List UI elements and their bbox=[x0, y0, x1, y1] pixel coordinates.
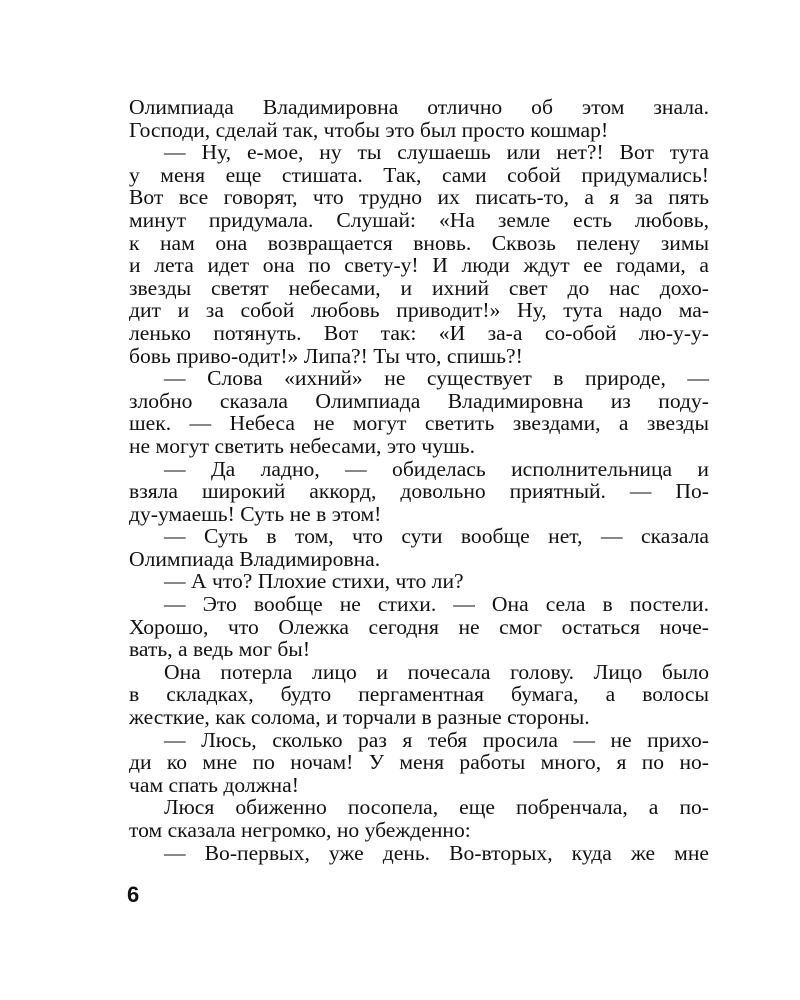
page-number: 6 bbox=[127, 882, 140, 907]
text-line: и лета идет она по свету-у! И люди ждут ее годами, а bbox=[129, 253, 709, 278]
text-line: Вот все говорят, что трудно их писать-то, а я за пять bbox=[129, 185, 709, 210]
text-line: том сказала негромко, но убежденно: bbox=[129, 818, 471, 842]
text-line: у меня еще стишата. Так, сами собой придумались! bbox=[129, 162, 709, 187]
text-line: минут придумала. Слушай: «На земле есть любовь, bbox=[129, 207, 709, 232]
text-line: — Во-первых, уже день. Во-вторых, куда же мне bbox=[164, 840, 709, 865]
text-line: ленько потянуть. Вот так: «И за-а со-обой лю-у-у- bbox=[129, 320, 709, 345]
text-line: не могут светить небесами, это чушь. bbox=[129, 433, 475, 458]
text-line: — А что? Плохие стихи, что ли? bbox=[164, 569, 464, 594]
text-line: жесткие, как солома, и торчали в разные стороны. bbox=[129, 705, 590, 730]
text-line: Она потерла лицо и почесала голову. Лицо было bbox=[164, 659, 709, 684]
text-line: чам спать должна! bbox=[129, 772, 299, 797]
text-line: вать, а ведь мог бы! bbox=[129, 637, 311, 662]
text-line: ду-умаешь! Суть не в этом! bbox=[129, 501, 382, 526]
text-line: Господи, сделай так, чтобы это был просто кошмар! bbox=[129, 117, 609, 142]
text-line: бовь приво-одит!» Липа?! Ты что, спишь?! bbox=[129, 343, 523, 368]
text-line: в складках, будто пергаментная бумага, а волосы bbox=[129, 682, 709, 707]
text-line: Люся обиженно посопела, еще побренчала, а по- bbox=[164, 795, 709, 820]
text-line: ди ко мне по ночам! У меня работы много, я по но- bbox=[129, 750, 709, 775]
text-line: — Слова «ихний» не существует в природе, — bbox=[164, 366, 709, 391]
text-line: — Люсь, сколько раз я тебя просила — не прихо- bbox=[164, 727, 709, 752]
text-line: Олимпиада Владимировна отлично об этом знала. bbox=[129, 95, 709, 119]
text-line: — Да ладно, — обиделась исполнительница и bbox=[164, 456, 709, 481]
text-line: взяла широкий аккорд, довольно приятный. — По- bbox=[129, 479, 709, 504]
text-line: — Это вообще не стихи. — Она села в постели. bbox=[164, 592, 709, 617]
text-line: Хорошо, что Олежка сегодня не смог остаться ноче- bbox=[129, 614, 709, 639]
text-line: — Ну, е-мое, ну ты слушаешь или нет?! Вот тута bbox=[164, 140, 709, 165]
text-line: — Суть в том, что сути вообще нет, — сказала bbox=[164, 524, 709, 549]
text-line: Олимпиада Владимировна. bbox=[129, 546, 381, 571]
text-line: звезды светят небесами, и ихний свет до нас дохо- bbox=[129, 275, 709, 300]
text-line: к нам она возвращается вновь. Сквозь пелену зимы bbox=[129, 230, 709, 255]
text-line: дит и за собой любовь приводит!» Ну, тута надо ма- bbox=[129, 298, 709, 323]
text-line: злобно сказала Олимпиада Владимировна из поду- bbox=[129, 388, 709, 413]
body-text bbox=[129, 96, 709, 864]
text-line: шек. — Небеса не могут светить звездами, а звезды bbox=[129, 411, 709, 436]
